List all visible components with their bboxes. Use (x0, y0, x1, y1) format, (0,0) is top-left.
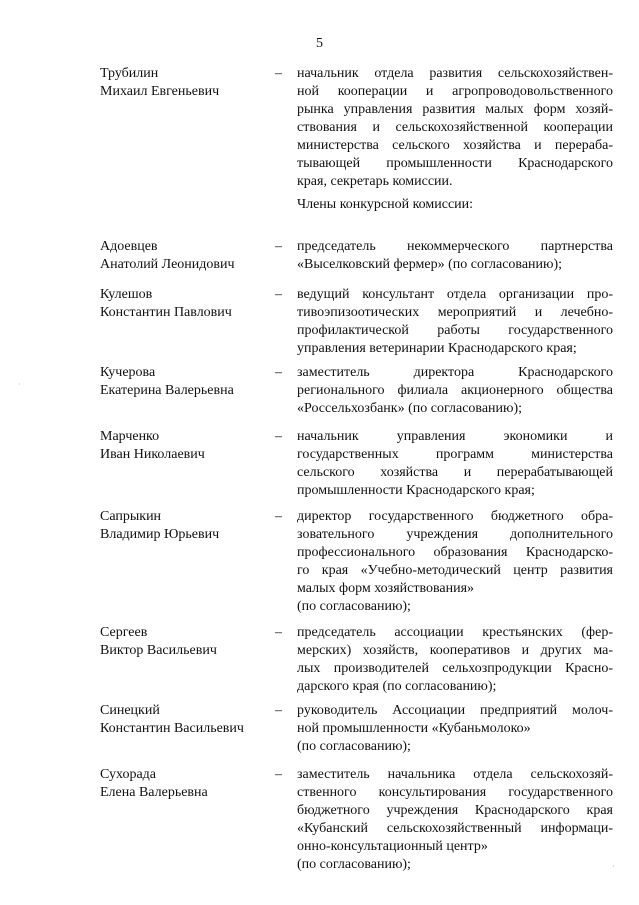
person-surname: Кучерова (100, 365, 156, 380)
description-line: «Россельхозбанк» (по согласованию); (297, 401, 523, 416)
description-line: ственного консультирования государственного (297, 785, 613, 800)
position-description (297, 508, 613, 616)
person-surname: Марченко (100, 429, 160, 444)
entry-dash: – (275, 239, 282, 254)
person-surname: Синецкий (100, 703, 160, 718)
description-line: зовательного учреждения дополнительного (297, 527, 613, 542)
description-line: начальник отдела развития сельскохозяйствен- (297, 66, 613, 81)
description-line: мерских) хозяйств, кооперативов и других ма- (297, 643, 613, 658)
description-line: рынка управления развития малых форм хозяй- (297, 102, 613, 117)
description-line: заместитель директора Краснодарского (297, 365, 613, 380)
entry-dash: – (275, 287, 282, 302)
person-given-names: Константин Васильевич (100, 721, 244, 736)
person-name (100, 65, 275, 101)
person-given-names: Виктор Васильевич (100, 643, 217, 658)
description-line: руководитель Ассоциации предприятий молоч- (297, 703, 613, 718)
person-surname: Сергеев (100, 625, 148, 640)
description-line: «Выселковский фермер» (по согласованию); (297, 257, 563, 272)
person-given-names: Михаил Евгеньевич (100, 84, 220, 99)
description-line: малых форм хозяйствования» (297, 581, 475, 596)
person-name (100, 364, 275, 400)
description-line: председатель некоммерческого партнерства (297, 239, 613, 254)
person-given-names: Анатолий Леонидович (100, 257, 235, 272)
description-line: профилактической работы государственного (297, 323, 613, 338)
description-line: управления ветеринарии Краснодарского края; (297, 341, 577, 356)
page-number: 5 (316, 36, 323, 51)
description-line: профессионального образования Краснодарско- (297, 545, 613, 560)
position-description (297, 702, 613, 756)
description-line: промышленности Краснодарского края; (297, 483, 535, 498)
person-given-names: Иван Николаевич (100, 447, 205, 462)
entry-dash: – (275, 509, 282, 524)
person-name (100, 508, 275, 544)
scan-speck: · (612, 862, 615, 871)
description-line: го края «Учебно-методический центр развития (297, 563, 613, 578)
description-line: ведущий консультант отдела организации про- (297, 287, 613, 302)
description-line: лых производителей сельхозпродукции Красно- (297, 661, 613, 676)
entry-dash: – (275, 429, 282, 444)
person-surname: Сухорада (100, 767, 157, 782)
position-description (297, 65, 613, 191)
person-name (100, 766, 275, 802)
entry-dash: – (275, 703, 282, 718)
position-description (297, 286, 613, 358)
person-given-names: Екатерина Валерьевна (100, 383, 234, 398)
description-line: регионального филиала акционерного общества (297, 383, 613, 398)
description-line: ствования и сельскохозяйственной кооперации (297, 120, 613, 135)
description-line: ной кооперации и агропроводовольственного (297, 84, 613, 99)
entry-dash: – (275, 365, 282, 380)
description-line: тивоэпизоотических мероприятий и лечебно- (297, 305, 613, 320)
position-description (297, 364, 613, 418)
position-description (297, 238, 613, 274)
description-line: края, секретарь комиссии. (297, 174, 453, 189)
person-surname: Кулешов (100, 287, 153, 302)
person-surname: Трубилин (100, 66, 159, 81)
person-surname: Адоевцев (100, 239, 158, 254)
description-line: (по согласованию); (297, 739, 411, 754)
description-line: дарского края (по согласованию); (297, 679, 497, 694)
description-line: (по согласованию); (297, 857, 411, 872)
person-name (100, 428, 275, 464)
entry-dash: – (275, 625, 282, 640)
description-line: директор государственного бюджетного обра- (297, 509, 613, 524)
description-line: «Кубанский сельскохозяйственный информаци- (297, 821, 613, 836)
person-surname: Сапрыкин (100, 509, 162, 524)
person-name (100, 238, 275, 274)
description-line: начальник управления экономики и (297, 429, 613, 444)
description-line: государственных программ министерства (297, 447, 613, 462)
entry-dash: – (275, 66, 282, 81)
description-line: бюджетного учреждения Краснодарского края (297, 803, 613, 818)
description-line: министерства сельского хозяйства и перераба- (297, 138, 613, 153)
person-name (100, 702, 275, 738)
entry-dash: – (275, 767, 282, 782)
description-line: онно-консультационный центр» (297, 839, 488, 854)
description-line: сельского хозяйства и перерабатывающей (297, 465, 613, 480)
description-line: председатель ассоциации крестьянских (фер- (297, 625, 613, 640)
person-name (100, 624, 275, 660)
description-line: ной промышленности «Кубаньмолоко» (297, 721, 531, 736)
person-name (100, 286, 275, 322)
position-description (297, 428, 613, 500)
description-line: заместитель начальника отдела сельскохозяй- (297, 767, 613, 782)
description-line: (по согласованию); (297, 599, 411, 614)
scan-speck: · (18, 380, 21, 389)
description-line: тывающей промышленности Краснодарского (297, 156, 613, 171)
position-description (297, 766, 613, 874)
person-given-names: Константин Павлович (100, 305, 232, 320)
person-given-names: Елена Валерьевна (100, 785, 208, 800)
person-given-names: Владимир Юрьевич (100, 527, 220, 542)
position-description (297, 624, 613, 696)
members-section-title: Члены конкурсной комиссии: (297, 197, 474, 212)
